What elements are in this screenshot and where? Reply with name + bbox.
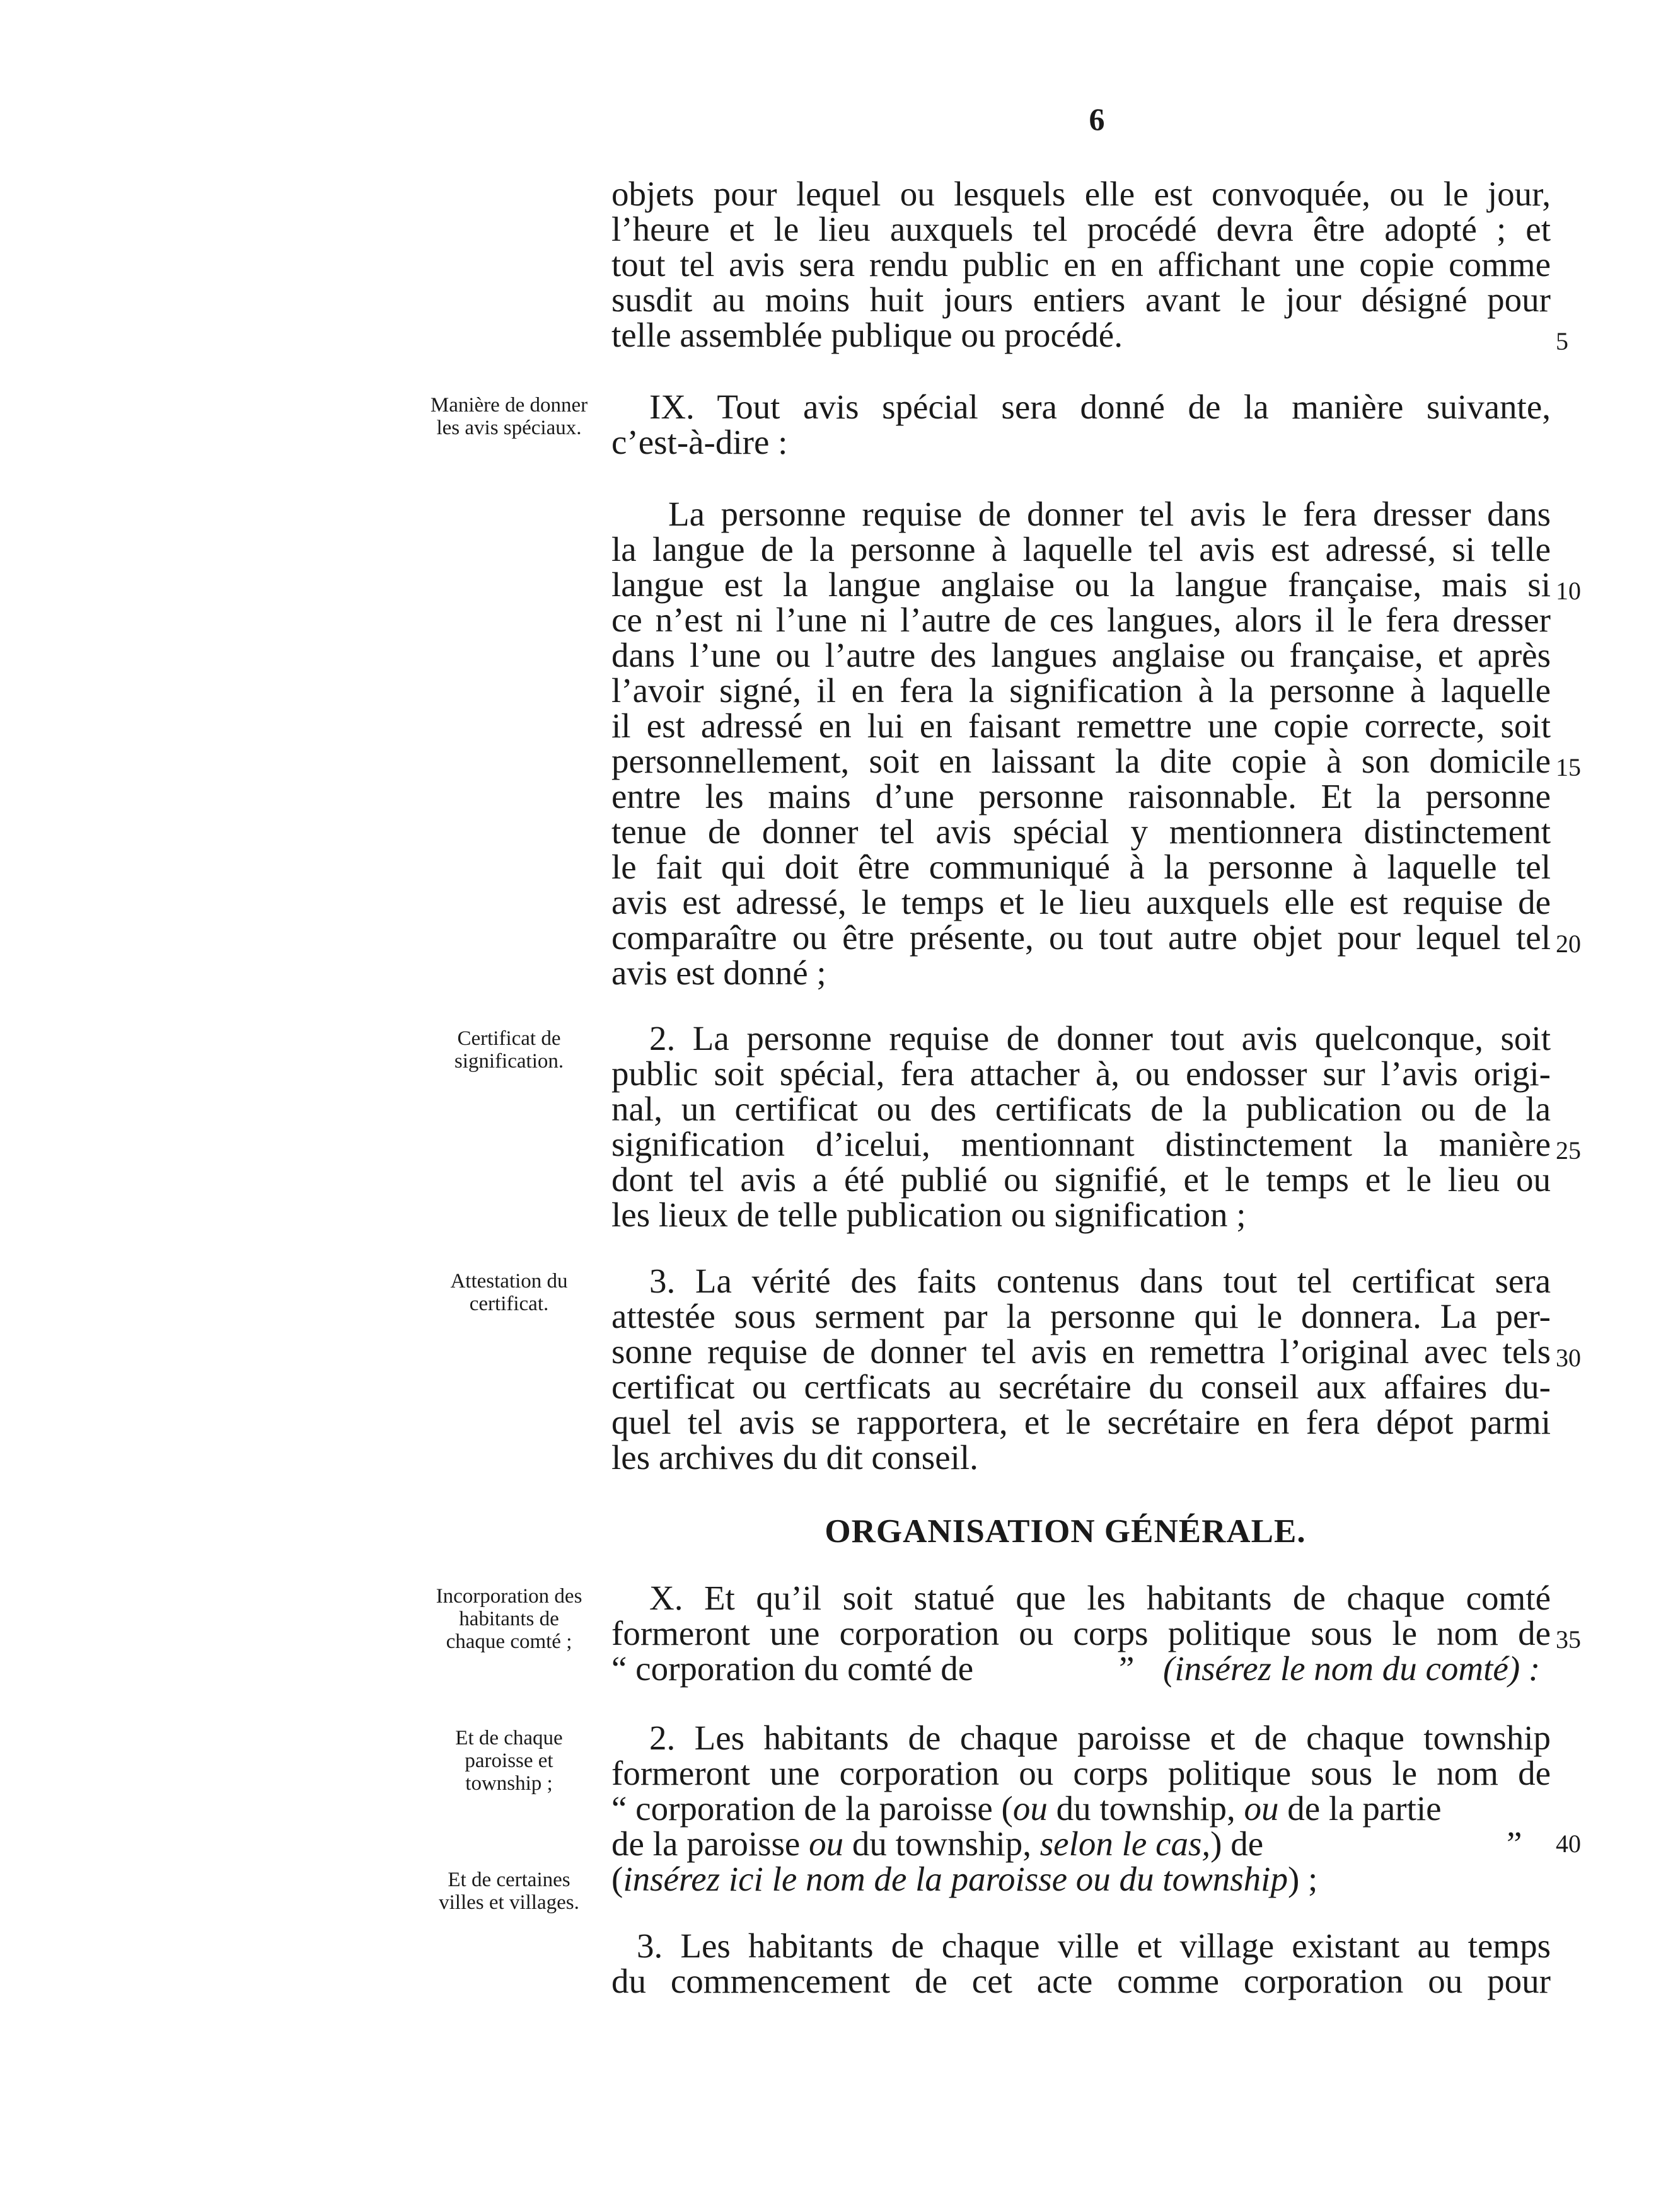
text-line bbox=[611, 1791, 1551, 1826]
side-note-incorporation-comte: Incorporation des habitants de chaque comté ; bbox=[436, 1585, 582, 1653]
text-run: du township, bbox=[1047, 1789, 1244, 1828]
text-line: objets pour lequel ou lesquels elle est convoquée, ou le jour, bbox=[611, 175, 1551, 213]
text-run: “ corporation de la paroisse ( bbox=[611, 1789, 1013, 1828]
text-line: La personne requise de donner tel avis le fera dresser dans bbox=[668, 495, 1551, 533]
text-line: 3. Les habitants de chaque ville et village existant au temps bbox=[637, 1927, 1551, 1965]
text-line: formeront une corporation ou corps politique sous le nom de bbox=[611, 1754, 1551, 1792]
text-line: du commencement de cet acte comme corporation ou pour bbox=[611, 1962, 1551, 2000]
text-line: les archives du dit conseil. bbox=[611, 1438, 978, 1477]
text-line: X. Et qu’il soit statué que les habitants de chaque comté bbox=[649, 1579, 1551, 1617]
text-line: avis est donné ; bbox=[611, 953, 826, 992]
text-line: public soit spécial, fera attacher à, ou endosser sur l’avis origi- bbox=[611, 1054, 1551, 1093]
text-line bbox=[611, 1862, 1551, 1897]
text-line: 2. La personne requise de donner tout avis quelconque, soit bbox=[649, 1019, 1551, 1057]
text-line: personnellement, soit en laissant la dite copie à son domicile bbox=[611, 742, 1551, 780]
text-line: l’avoir signé, il en fera la signification à la personne à laquelle bbox=[611, 671, 1551, 710]
text-line: les lieux de telle publication ou signification ; bbox=[611, 1195, 1246, 1234]
text-run: ) de bbox=[1210, 1824, 1264, 1863]
italic-text: ou bbox=[1244, 1789, 1279, 1828]
line-number: 35 bbox=[1556, 1625, 1581, 1654]
italic-text: selon le cas, bbox=[1039, 1824, 1211, 1863]
text-line: 3. La vérité des faits contenus dans tout tel certificat sera bbox=[649, 1262, 1551, 1300]
line-number: 20 bbox=[1556, 930, 1581, 958]
text-line: il est adressé en lui en faisant remettre une copie correcte, soit bbox=[611, 706, 1551, 745]
text-line: signification d’icelui, mentionnant distinctement la manière bbox=[611, 1125, 1551, 1163]
text-line bbox=[1163, 1651, 1541, 1686]
text-line: dont tel avis a été publié ou signifié, et le temps et le lieu ou bbox=[611, 1160, 1551, 1199]
text-line: entre les mains d’une personne raisonnable. Et la personne bbox=[611, 777, 1551, 815]
text-line: l’heure et le lieu auxquels tel procédé devra être adopté ; et bbox=[611, 210, 1551, 248]
text-line: formeront une corporation ou corps politique sous le nom de bbox=[611, 1614, 1551, 1652]
italic-text: insérez ici le nom de la paroisse ou du township bbox=[623, 1860, 1288, 1898]
line-number: 10 bbox=[1556, 577, 1581, 605]
text-line: comparaître ou être présente, ou tout autre objet pour lequel tel bbox=[611, 918, 1551, 957]
text-line: ” bbox=[1119, 1649, 1135, 1688]
text-line: quel tel avis se rapportera, et le secrétaire en fera dépot parmi bbox=[611, 1403, 1551, 1441]
text-run: ( bbox=[611, 1860, 623, 1898]
text-line: tout tel avis sera rendu public en en affichant une copie comme bbox=[611, 245, 1551, 284]
text-line: certificat ou certficats au secrétaire du conseil aux affaires du- bbox=[611, 1368, 1551, 1406]
text-line: IX. Tout avis spécial sera donné de la manière suivante, bbox=[649, 388, 1551, 426]
text-line: c’est-à-dire : bbox=[611, 423, 788, 461]
text-line: nal, un certificat ou des certificats de la publication ou de la bbox=[611, 1090, 1551, 1128]
side-note-paroisse-township: Et de chaque paroisse et township ; bbox=[455, 1727, 563, 1795]
side-note-maniere: Manière de donner les avis spéciaux. bbox=[430, 394, 588, 439]
text-line: ce n’est ni l’une ni l’autre de ces langues, alors il le fera dresser bbox=[611, 601, 1551, 639]
text-line: ” bbox=[1507, 1824, 1522, 1863]
side-note-attestation: Attestation du certificat. bbox=[450, 1270, 568, 1315]
text-line: langue est la langue anglaise ou la langue française, mais si bbox=[611, 565, 1551, 604]
line-number: 30 bbox=[1556, 1344, 1581, 1372]
text-run: de la paroisse bbox=[611, 1824, 809, 1863]
line-number: 15 bbox=[1556, 753, 1581, 781]
italic-text: (insérez le nom du comté) : bbox=[1163, 1649, 1541, 1688]
text-line: 2. Les habitants de chaque paroisse et de chaque township bbox=[649, 1719, 1551, 1757]
side-note-villes-villages: Et de certaines villes et villages. bbox=[439, 1869, 579, 1914]
italic-text: ou bbox=[809, 1824, 844, 1863]
text-line: attestée sous serment par la personne qui le donnera. La per- bbox=[611, 1297, 1551, 1335]
text-run: de la partie bbox=[1278, 1789, 1442, 1828]
text-run: ) ; bbox=[1287, 1860, 1318, 1898]
line-number: 25 bbox=[1556, 1136, 1581, 1165]
text-line: telle assemblée publique ou procédé. bbox=[611, 316, 1123, 354]
line-number: 40 bbox=[1556, 1829, 1581, 1858]
text-line: “ corporation du comté de bbox=[611, 1649, 974, 1688]
page-number: 6 bbox=[1089, 101, 1105, 137]
text-line: sonne requise de donner tel avis en remettra l’original avec tels bbox=[611, 1332, 1551, 1371]
text-line: dans l’une ou l’autre des langues anglaise ou française, et après bbox=[611, 636, 1551, 674]
text-line: tenue de donner tel avis spécial y mentionnera distinctement bbox=[611, 812, 1551, 851]
section-heading: ORGANISATION GÉNÉRALE. bbox=[825, 1513, 1306, 1550]
side-note-certificat: Certificat de signification. bbox=[454, 1027, 564, 1073]
text-run: du township, bbox=[843, 1824, 1040, 1863]
text-line bbox=[611, 1826, 1431, 1862]
text-line: susdit au moins huit jours entiers avant le jour désigné pour bbox=[611, 280, 1551, 319]
italic-text: ou bbox=[1012, 1789, 1048, 1828]
text-line: avis est adressé, le temps et le lieu auxquels elle est requise de bbox=[611, 883, 1551, 921]
text-line: la langue de la personne à laquelle tel avis est adressé, si telle bbox=[611, 530, 1551, 568]
text-line: le fait qui doit être communiqué à la personne à laquelle tel bbox=[611, 848, 1551, 886]
line-number: 5 bbox=[1556, 327, 1568, 355]
